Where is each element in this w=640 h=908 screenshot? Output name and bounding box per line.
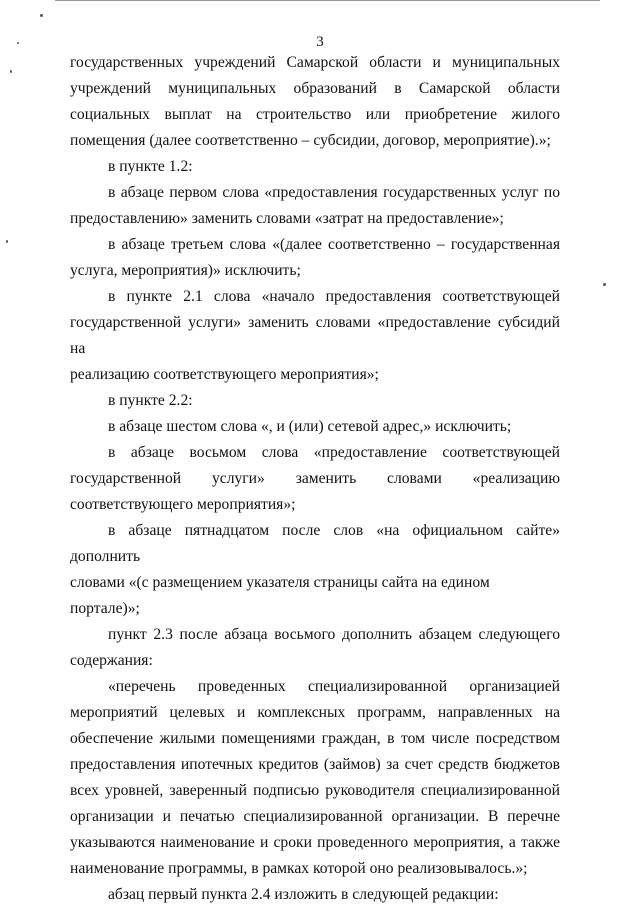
text-line: помещения (далее соответственно – субсидии, договор, мероприятие).»; [70, 132, 551, 149]
text-line: государственной услуги» заменить словами «предоставление субсидий на [70, 314, 560, 357]
text-line: учреждений муниципальных образований в Самарской области [70, 80, 560, 97]
paragraph-intro-continuation [70, 50, 560, 154]
paragraph-point-2-4 [70, 882, 560, 908]
text-line: абзац первый пункта 2.4 изложить в следующей редакции: [108, 886, 499, 903]
text-line: соответствующего мероприятия»; [70, 496, 296, 513]
text-line: государственной услуги» заменить словами «реализацию [70, 470, 560, 487]
text-line: в пункте 2.2: [108, 392, 193, 409]
text-line: «перечень проведенных специализированной организацией [108, 678, 560, 695]
text-line: наименование программы, в рамках которой оно реализовывалось.»; [70, 860, 528, 877]
scan-edge-line [55, 0, 600, 1]
text-line: социальных выплат на строительство или приобретение жилого [70, 106, 560, 123]
text-line: в абзаце восьмом слова «предоставление соответствующей [108, 444, 560, 461]
paragraph-first-subparagraph [70, 180, 560, 232]
paragraph-sixth-subparagraph [70, 414, 560, 440]
scan-speck [10, 70, 12, 73]
text-line: государственных учреждений Самарской области и муниципальных [70, 54, 560, 71]
text-line: предоставлению» заменить словами «затрат на предоставление»; [70, 210, 504, 227]
text-line: в абзаце первом слова «предоставления государственных услуг по [108, 184, 560, 201]
text-line: в абзаце пятнадцатом после слов «на официальном сайте» дополнить [70, 522, 560, 565]
paragraph-point-2-3 [70, 622, 560, 674]
paragraph-point-2-2 [70, 388, 560, 414]
text-line: указываются наименование и сроки проведенного мероприятия, а также [70, 834, 560, 851]
text-line: обеспечение жилыми помещениями граждан, в том числе посредством [70, 730, 560, 747]
text-line: организации и печатью специализированной организации. В перечне [70, 808, 560, 825]
paragraph-eighth-subparagraph [70, 440, 560, 518]
text-line: в абзаце третьем слова «(далее соответственно – государственная [108, 236, 560, 253]
page-number: 3 [316, 34, 324, 50]
paragraph-quoted-list [70, 674, 560, 882]
text-line: в абзаце шестом слова «, и (или) сетевой адрес,» исключить; [108, 418, 512, 435]
text-line: услуга, мероприятия)» исключить; [70, 262, 301, 279]
scan-speck [40, 14, 43, 17]
text-line: всех уровней, заверенный подписью руководителя специализированной [70, 782, 560, 799]
text-line: словами «(с размещением указателя страницы сайта на едином портале)»; [70, 574, 490, 617]
text-line: реализацию соответствующего мероприятия»; [70, 366, 379, 383]
scan-speck [6, 240, 8, 243]
text-line: содержания: [70, 652, 153, 669]
text-line: пункт 2.3 после абзаца восьмого дополнить абзацем следующего [108, 626, 560, 643]
text-line: мероприятий целевых и комплексных программ, направленных на [70, 704, 560, 721]
document-body [70, 50, 560, 908]
paragraph-third-subparagraph [70, 232, 560, 284]
text-line: предоставления ипотечных кредитов (займов) за счет средств бюджетов [70, 756, 560, 773]
paragraph-fifteenth-subparagraph [70, 518, 560, 622]
paragraph-point-2-1 [70, 284, 560, 388]
text-line: в пункте 2.1 слова «начало предоставления соответствующей [108, 288, 560, 305]
paragraph-point-1-2 [70, 154, 560, 180]
text-line: в пункте 1.2: [108, 158, 193, 175]
scan-speck [603, 283, 606, 286]
